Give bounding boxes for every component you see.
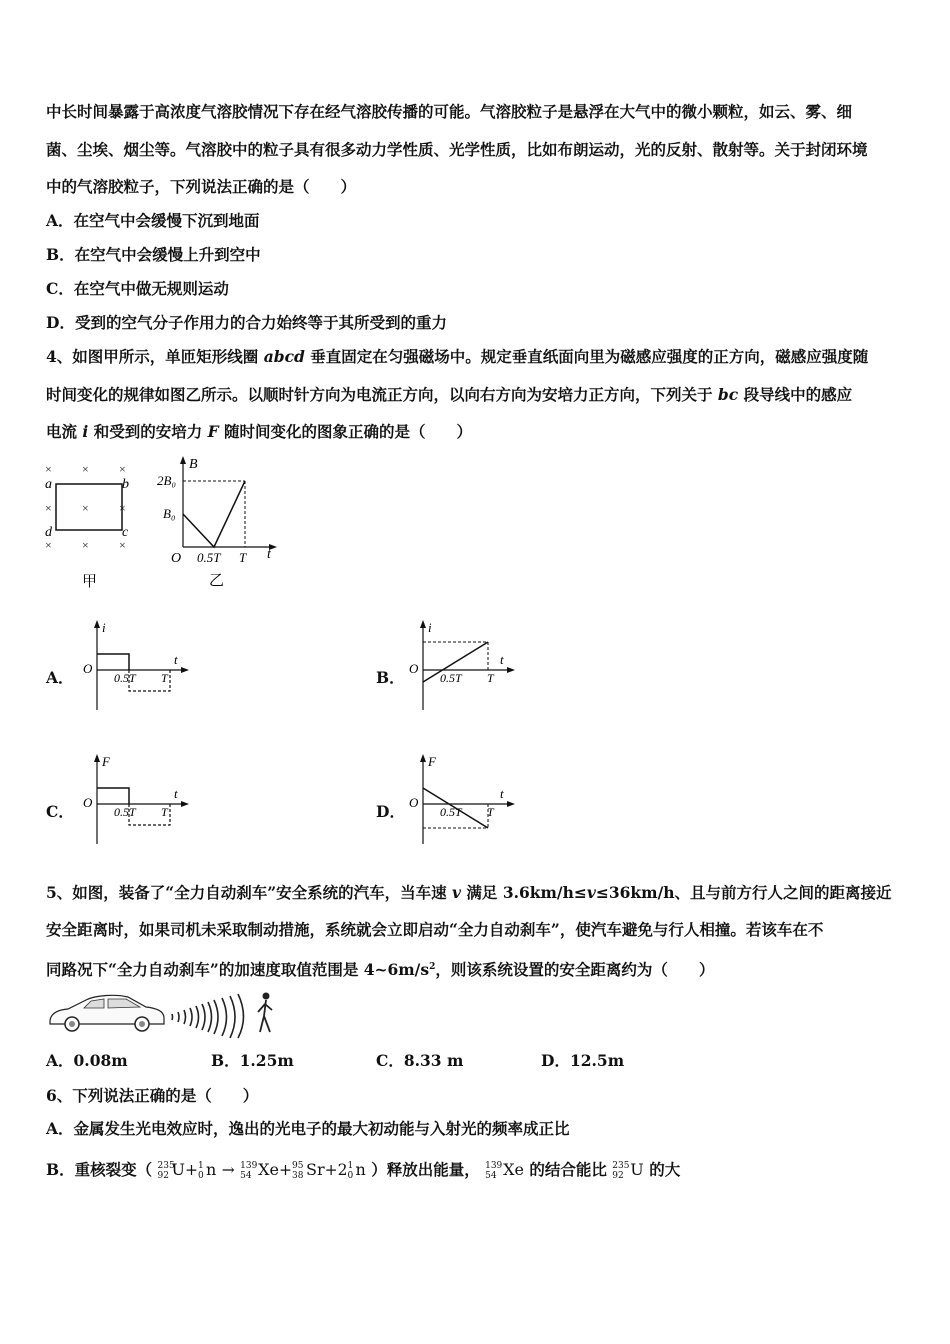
q4-option-a-graph <box>80 618 195 716</box>
svg-text:×: × <box>119 462 126 476</box>
svg-text:a: a <box>45 477 52 492</box>
svg-text:O: O <box>409 661 419 676</box>
nuclide-sr95: 95 38 Sr <box>291 1160 325 1181</box>
q4-option-b-label: B． <box>376 668 405 687</box>
nuclide-u235: 235 92 U <box>157 1160 185 1181</box>
svg-text:T: T <box>239 550 247 565</box>
nuclide-xe139: 139 54 Xe <box>240 1160 279 1181</box>
svg-text:t: t <box>500 786 504 801</box>
nuclide-neutron-2: 1 0 n <box>347 1160 366 1181</box>
svg-text:T: T <box>161 671 168 685</box>
svg-text:0.5T: 0.5T <box>440 805 462 819</box>
svg-text:b: b <box>122 477 129 492</box>
svg-text:O: O <box>409 795 419 810</box>
svg-text:B₀: B₀ <box>163 506 176 521</box>
svg-text:d: d <box>45 525 52 540</box>
svg-text:t: t <box>500 652 504 667</box>
q3-stem-line3: 中的气溶胶粒子，下列说法正确的是（ ） <box>46 177 357 196</box>
q4-stem-line2: 时间变化的规律如图乙所示。以顺时针方向为电流正方向，以向右方向为安培力正方向，下列关于 bc 段导线中的感应 <box>46 385 853 404</box>
svg-text:B: B <box>189 457 198 472</box>
svg-text:0.5T: 0.5T <box>197 550 221 565</box>
svg-text:×: × <box>82 462 89 476</box>
nuclide-u235-b: 235 92 U <box>612 1160 644 1181</box>
q4-option-c-label: C． <box>46 802 74 821</box>
q5-stem-line3: 同路况下“全力自动刹车”的加速度取值范围是 $4\sim 6m/s^2$，则该系统设置的安全距离约为（ ） <box>46 960 715 980</box>
svg-text:×: × <box>119 538 126 552</box>
figure-yi-b-t-graph <box>155 452 285 588</box>
q5-option-a: A．0.08m <box>46 1051 128 1070</box>
q3-stem-line2: 菌、尘埃、烟尘等。气溶胶中的粒子具有很多动力学性质、光学性质，比如布朗运动，光的反射、散射等。关于封闭环境 <box>46 140 868 159</box>
svg-text:O: O <box>83 661 93 676</box>
nuclide-xe139-b: 139 54 Xe <box>485 1160 524 1181</box>
svg-text:c: c <box>122 525 129 540</box>
q3-option-c: C．在空气中做无规则运动 <box>46 279 229 298</box>
q5-option-b: B．1.25m <box>211 1051 294 1070</box>
q5-stem-line1: 5、如图，装备了“全力自动刹车”安全系统的汽车，当车速 v 满足 3.6km/h≤v≤36km/h、且与前方行人之间的距离接近 <box>46 883 892 902</box>
svg-text:乙: 乙 <box>209 573 225 588</box>
q4-option-a-label: A． <box>46 668 74 687</box>
q4-option-b-graph <box>406 618 521 716</box>
svg-text:×: × <box>82 538 89 552</box>
q4-option-c-graph <box>80 752 195 850</box>
q6-stem: 6、下列说法正确的是（ ） <box>46 1086 259 1105</box>
svg-text:0.5T: 0.5T <box>440 671 462 685</box>
q3-option-d: D．受到的空气分子作用力的合力始终等于其所受到的重力 <box>46 313 447 332</box>
svg-text:F: F <box>102 754 110 769</box>
svg-text:T: T <box>487 805 494 819</box>
q4-option-d-label: D． <box>376 802 405 821</box>
q5-option-c: C．8.33 m <box>376 1051 464 1070</box>
svg-text:t: t <box>174 786 178 801</box>
svg-text:O: O <box>83 795 93 810</box>
q6-option-b: B．重核裂变（ 235 92 U+ 1 0 n → 139 54 Xe+ 95 38 Sr+2 1 0 n ）释放出能量， 139 54 Xe 的结合能比 235 92 U 的大 <box>46 1160 681 1181</box>
q5-option-d: D．12.5m <box>541 1051 625 1070</box>
svg-text:t: t <box>174 652 178 667</box>
svg-text:T: T <box>161 805 168 819</box>
svg-text:T: T <box>487 671 494 685</box>
svg-text:O: O <box>171 551 182 566</box>
svg-text:0.5T: 0.5T <box>114 805 136 819</box>
svg-text:i: i <box>428 620 432 635</box>
svg-text:×: × <box>45 538 52 552</box>
svg-text:t: t <box>267 547 271 562</box>
q4-option-d-graph <box>406 752 521 850</box>
figure-car-pedestrian <box>46 990 286 1040</box>
svg-text:×: × <box>82 501 89 515</box>
svg-text:×: × <box>45 501 52 515</box>
nuclide-neutron: 1 0 n <box>198 1160 217 1181</box>
svg-text:2B₀: 2B₀ <box>157 473 176 488</box>
svg-text:F: F <box>428 754 436 769</box>
svg-text:甲: 甲 <box>82 574 98 588</box>
q4-stem-line3: 电流 i 和受到的安培力 F 随时间变化的图象正确的是（ ） <box>46 422 473 441</box>
q3-option-b: B．在空气中会缓慢上升到空中 <box>46 245 261 264</box>
svg-text:0.5T: 0.5T <box>114 671 136 685</box>
q3-stem-line1: 中长时间暴露于高浓度气溶胶情况下存在经气溶胶传播的可能。气溶胶粒子是悬浮在大气中的微小颗粒，如云、雾、细 <box>46 102 853 121</box>
svg-text:×: × <box>45 462 52 476</box>
q3-option-a: A．在空气中会缓慢下沉到地面 <box>46 211 260 230</box>
svg-text:×: × <box>119 501 126 515</box>
svg-text:i: i <box>102 620 106 635</box>
q4-stem-line1: 4、如图甲所示，单匝矩形线圈 abcd 垂直固定在匀强磁场中。规定垂直纸面向里为磁感应强度的正方向，磁感应强度随 <box>46 347 869 366</box>
q5-stem-line2: 安全距离时，如果司机未采取制动措施，系统就会立即启动“全力自动刹车”，使汽车避免与行人相撞。若该车在不 <box>46 920 824 939</box>
figure-jia-coil <box>40 458 140 588</box>
q6-option-a: A．金属发生光电效应时，逸出的光电子的最大初动能与入射光的频率成正比 <box>46 1119 570 1138</box>
